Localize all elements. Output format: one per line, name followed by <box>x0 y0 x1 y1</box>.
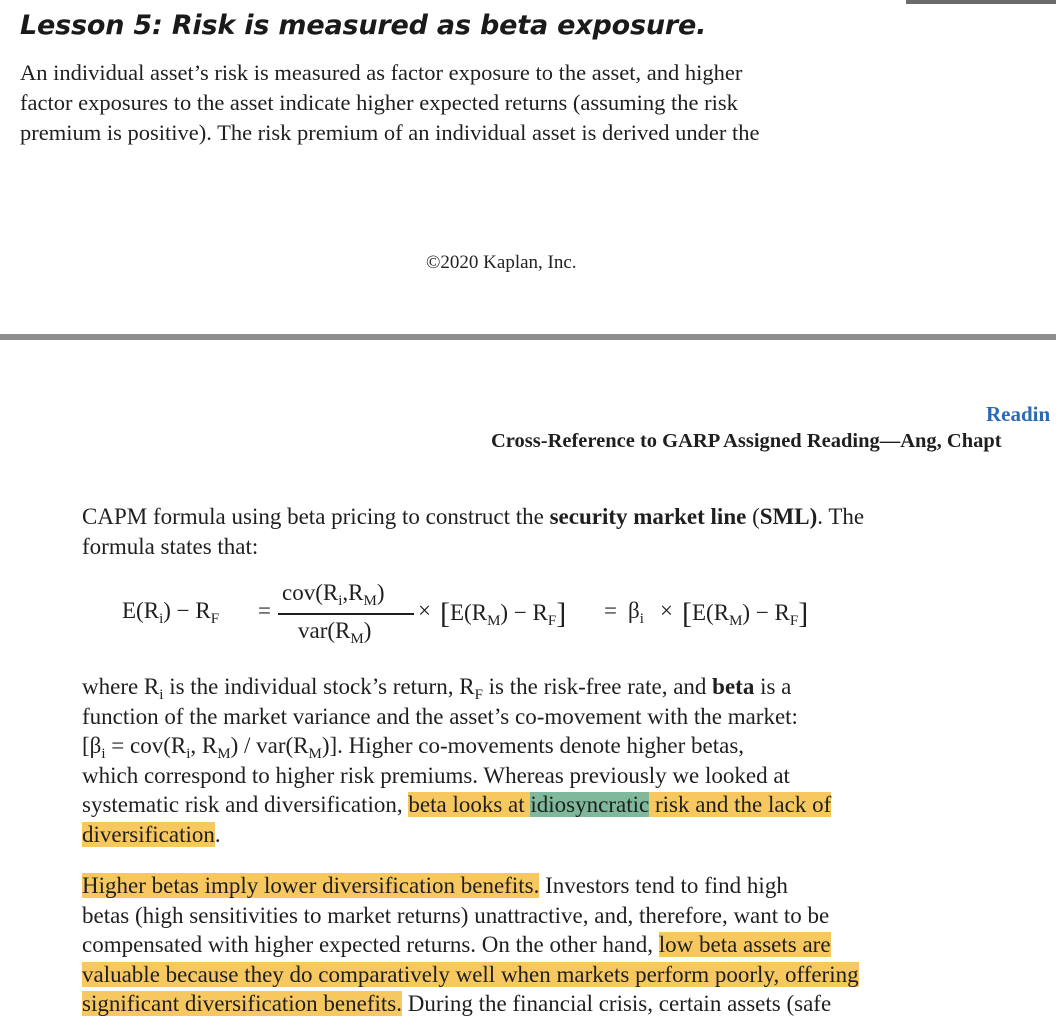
running-head-crossref: Cross-Reference to GARP Assigned Reading—Ang, Chapt <box>491 430 1002 452</box>
running-head-reading: Readin <box>986 402 1051 426</box>
paragraph-line: Higher betas imply lower diversification benefits. Investors tend to find high <box>82 873 788 898</box>
formula-lhs: $E(R_i) - R_F$ <box>122 598 220 627</box>
window-edge-bar <box>906 0 1056 4</box>
paragraph-line: diversification. <box>82 821 221 847</box>
formula-denominator: $var(R_M)$ <box>298 618 372 647</box>
term-beta: beta <box>712 674 755 699</box>
highlight-yellow[interactable]: valuable because they do comparatively well when markets perform poorly, offering <box>82 961 859 987</box>
diversification-paragraph <box>82 871 1002 1019</box>
paragraph-line: where $R_i$ is the individual stock’s return, $R_F$ is the risk-free rate, and beta is a <box>82 674 792 703</box>
lesson-body <box>20 58 920 148</box>
paragraph-line: betas (high sensitivities to market returns) unattractive, and, therefore, want to be <box>82 902 830 928</box>
highlight-yellow[interactable]: significant diversification benefits. <box>82 991 402 1016</box>
term-security-market-line: security market line <box>549 504 747 529</box>
page-break-divider <box>0 334 1056 340</box>
formula-equals: = <box>258 598 271 623</box>
formula-numerator: $cov(R_i,R_M)$ <box>282 580 385 609</box>
highlight-yellow[interactable]: low beta assets are <box>658 932 831 957</box>
copyright-footer: ©2020 Kaplan, Inc. <box>426 252 577 273</box>
highlight-yellow[interactable]: beta looks at idiosyncratic risk and the lack of <box>408 792 832 817</box>
paragraph-line: which correspond to higher risk premiums. Whereas previously we looked at <box>82 762 790 788</box>
paragraph-line: CAPM formula using beta pricing to construct the security market line (SML). The <box>82 504 865 529</box>
paragraph-line <box>82 960 1002 990</box>
formula-bracket-term-1: $[E(R_M) - R_F]$ <box>440 597 567 630</box>
capm-intro-paragraph <box>82 502 1002 561</box>
paragraph-line: compensated with higher expected returns. On the other hand, low beta assets are <box>82 932 831 957</box>
paragraph-line: significant diversification benefits. During the financial crisis, certain assets (safe <box>82 991 832 1016</box>
highlight-yellow[interactable]: Higher betas imply lower diversification benefits. <box>82 873 540 898</box>
paragraph-line: function of the market variance and the asset’s co-movement with the market: <box>82 703 798 729</box>
formula-bracket-term-2: $[E(R_M) - R_F]$ <box>682 597 809 630</box>
lesson-body-line: An individual asset’s risk is measured as factor exposure to the asset, and higher <box>20 60 743 85</box>
formula-beta: $\beta_i$ <box>628 598 644 627</box>
lesson-body-line: factor exposures to the asset indicate higher expected returns (assuming the risk <box>20 90 738 115</box>
term-sml: SML) <box>759 504 818 529</box>
formula-times: × <box>418 598 431 623</box>
formula-fraction-bar <box>278 613 414 615</box>
paragraph-line: [$\beta_i = cov(R_i$, $R_M) / var(R_M)$]. Higher co-movements denote higher betas, <box>82 733 745 762</box>
paragraph-line: formula states that: <box>82 533 259 559</box>
beta-explanation-paragraph <box>82 672 1002 849</box>
highlight-green[interactable]: idiosyncratic <box>530 792 650 817</box>
formula-times-2: × <box>660 598 673 623</box>
highlight-yellow[interactable]: diversification <box>82 821 215 847</box>
lesson-title: Lesson 5: Risk is measured as beta exposure. <box>20 10 707 41</box>
formula-equals-2: = <box>604 598 617 623</box>
paragraph-line: systematic risk and diversification, beta looks at idiosyncratic risk and the lack of <box>82 792 832 817</box>
lesson-body-line: premium is positive). The risk premium of an individual asset is derived under the <box>20 120 760 145</box>
